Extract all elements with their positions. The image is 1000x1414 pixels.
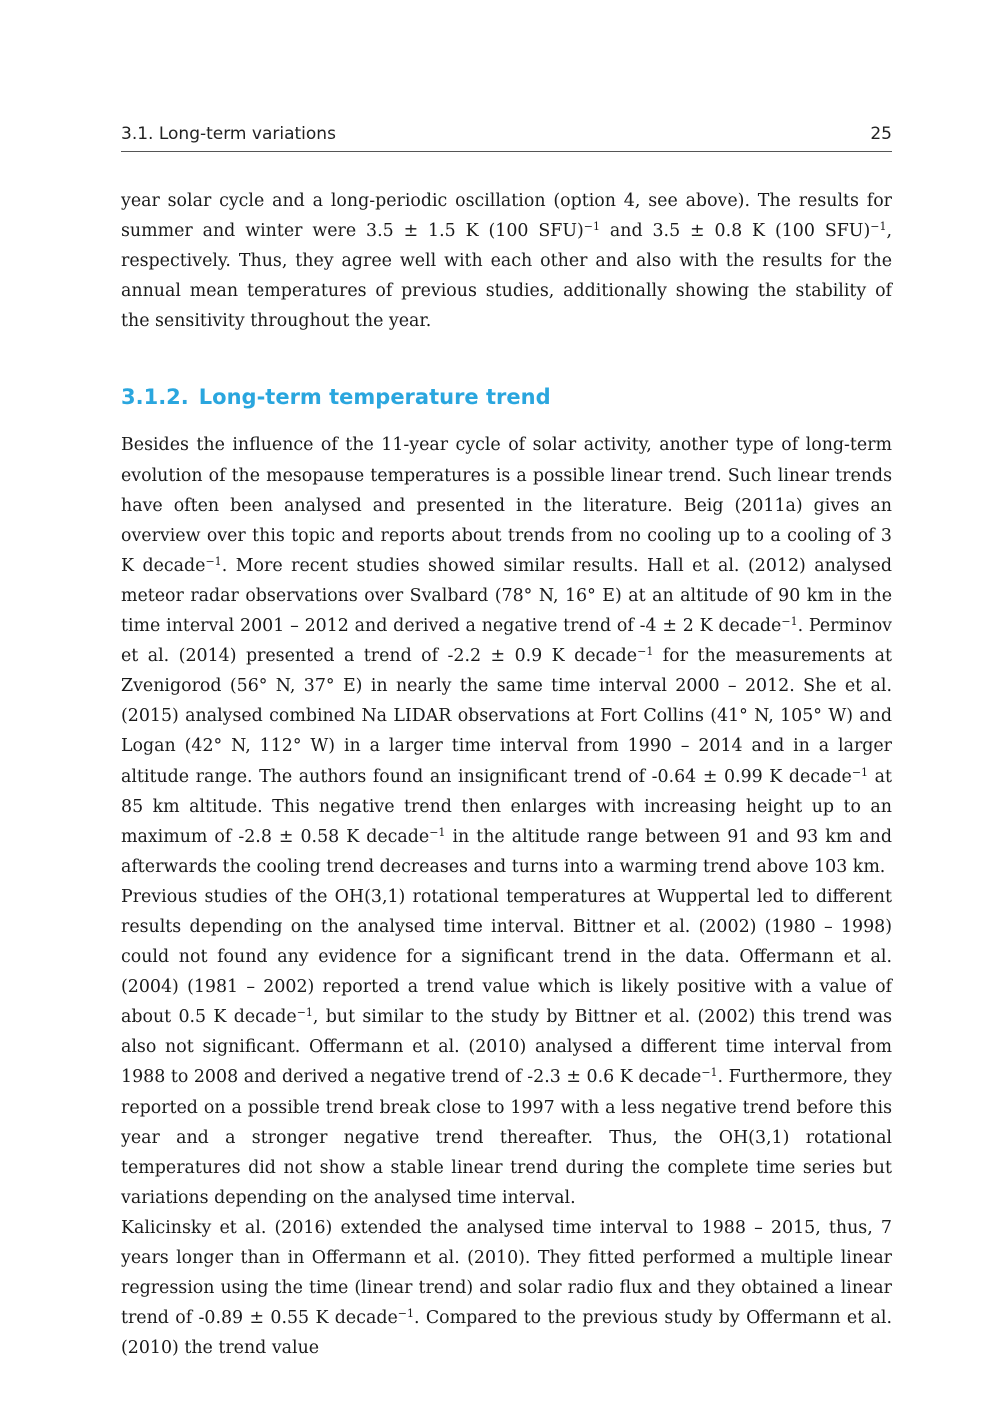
body-text — [121, 186, 892, 1363]
page-number: 25 — [870, 124, 892, 144]
paragraph-kalicinsky: Kalicinsky et al. (2016) extended the analysed time interval to 1988 – 2015, thus, 7 years longer than in Offermann et al. (2010). They fitted performed a multiple linear regression using the time (linear trend) and solar radio flux and they obtained a linear trend of -0.89 ± 0.55 K decade$^{-1}$. Compared to the previous study by Offermann et al. (2010) the trend value — [121, 1217, 893, 1359]
section-number: 3.1.2. — [121, 385, 189, 410]
header-section-title: 3.1. Long-term variations — [121, 124, 336, 144]
paragraph-wuppertal-studies: Previous studies of the OH(3,1) rotational temperatures at Wuppertal led to different results depending on the analysed time interval. Bittner et al. (2002) (1980 – 1998) could not found any evidence for a significant trend in the data. Offermann et al. (2004) (1981 – 2002) reported a trend value which is likely positive with a value of about 0.5 K decade$^{-1}$, but similar to the study by Bittner et al. (2002) this trend was also not significant. Offermann et al. (2010) analysed a different time interval from 1988 to 2008 and derived a negative trend of -2.3 ± 0.6 K decade$^{-1}$. Furthermore, they reported on a possible trend break close to 1997 with a less negative trend before this year and a stronger negative trend thereafter. Thus, the OH(3,1) rotational temperatures did not show a stable linear trend during the complete time series but variations depending on the analysed time interval. — [121, 886, 892, 1208]
paragraph-trends-literature: Besides the influence of the 11-year cycle of solar activity, another type of long-term evolution of the mesopause temperatures is a possible linear trend. Such linear trends have often been analysed and presented in the literature. Beig (2011a) gives an overview over this topic and reports about trends from no cooling up to a cooling of 3 K decade$^{-1}$. More recent studies showed similar results. Hall et al. (2012) analysed meteor radar observations over Svalbard (78° N, 16° E) at an altitude of 90 km in the time interval 2001 – 2012 and derived a negative trend of -4 ± 2 K decade$^{-1}$. Perminov et al. (2014) presented a trend of -2.2 ± 0.9 K decade$^{-1}$ for the measurements at Zvenigorod (56° N, 37° E) in nearly the same time interval 2000 – 2012. She et al. (2015) analysed combined Na LIDAR observations at Fort Collins (41° N, 105° W) and Logan (42° N, 112° W) in a larger time interval from 1990 – 2014 and in a larger altitude range. The authors found an insignificant trend of -0.64 ± 0.99 K decade$^{-1}$ at 85 km altitude. This negative trend then enlarges with increasing height up to an maximum of -2.8 ± 0.58 K decade$^{-1}$ in the altitude range between 91 and 93 km and afterwards the cooling trend decreases and turns into a warming trend above 103 km. — [121, 435, 892, 877]
section-title: Long-term temperature trend — [198, 385, 551, 410]
paragraph-continued: year solar cycle and a long-periodic oscillation (option 4, see above). The results for summer and winter were 3.5 ± 1.5 K (100 SFU)$^{-1}$ and 3.5 ± 0.8 K (100 SFU)$^{-1}$, respectively. Thus, they agree well with each other and also with the results for the annual mean temperatures of previous studies, additionally showing the stability of the sensitivity throughout the year. — [121, 191, 892, 332]
running-header — [121, 124, 892, 152]
section-heading — [121, 382, 892, 412]
